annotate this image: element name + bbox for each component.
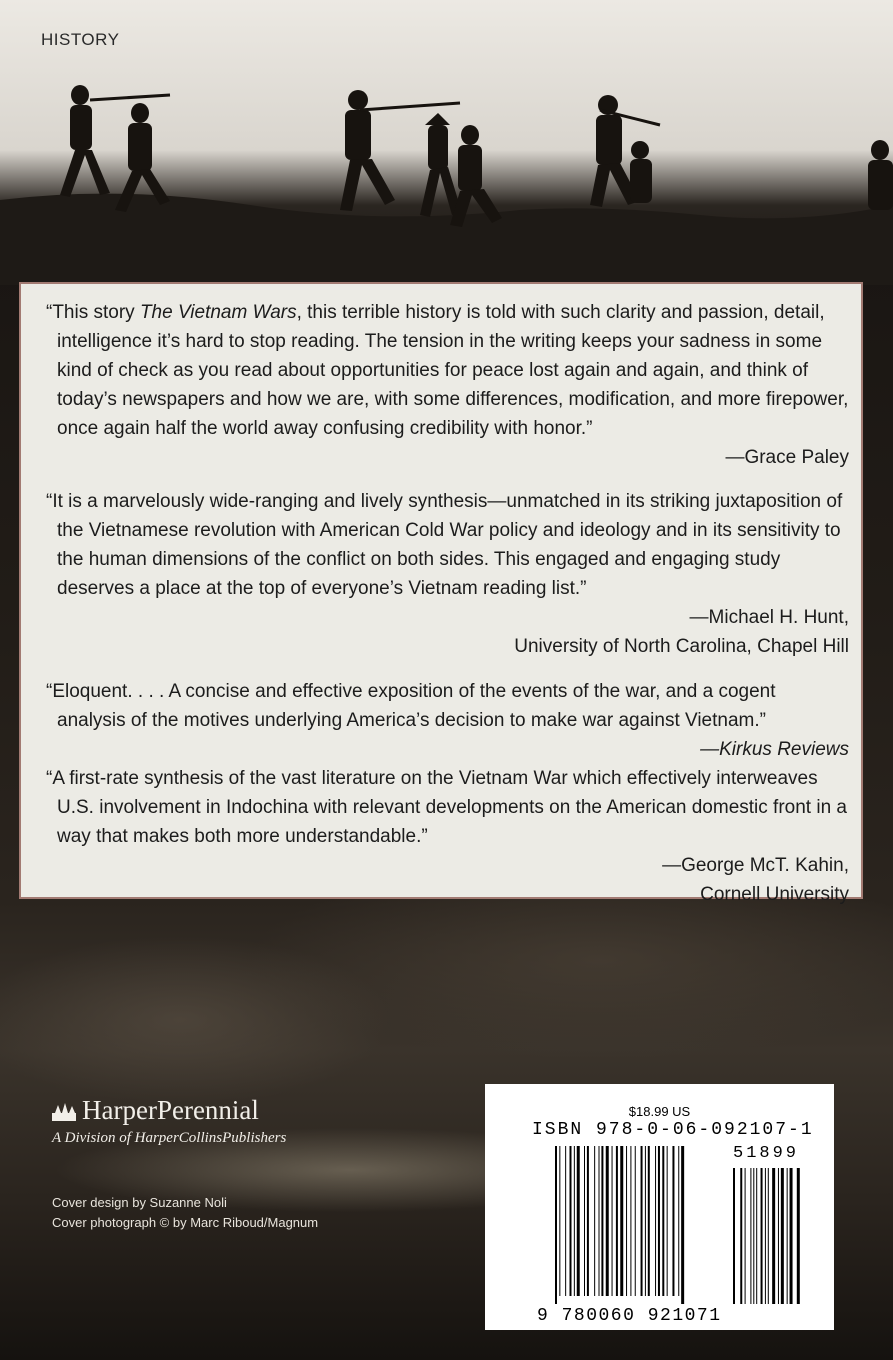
publisher-block: [52, 1095, 286, 1147]
barcode-bars: [485, 1084, 834, 1330]
addon-bar: [733, 1168, 735, 1304]
addon-bar: [790, 1168, 793, 1304]
addon-bar: [765, 1168, 766, 1304]
addon-bar: [778, 1168, 779, 1304]
barcode-bar: [667, 1146, 668, 1296]
addon-bar: [761, 1168, 763, 1304]
barcode-bar: [594, 1146, 595, 1296]
addon-bar: [768, 1168, 769, 1304]
barcode-bar: [681, 1146, 684, 1304]
book-title: The Vietnam Wars: [139, 302, 297, 323]
barcode-bar: [678, 1146, 679, 1296]
barcode-bar: [601, 1146, 603, 1296]
barcode-bar: [641, 1146, 643, 1296]
barcode-panel: [485, 1084, 834, 1330]
soldiers-silhouette-photo: [0, 55, 893, 285]
review-paley-attribution: —Grace Paley: [725, 447, 849, 468]
review-hunt-text: “It is a marvelously wide-ranging and lively synthesis—unmatched in its striking juxtaposition of the Vietnamese revolution with American Cold War policy and ideology and in its sensitivity to the human dimensions of the conflict on both sides. This engaged and engaging study deserves a place at the top of everyone’s Vietnam reading list.”: [46, 491, 843, 599]
review-kahin-attribution: —George McT. Kahin,: [662, 855, 849, 876]
review-kirkus-attribution: —Kirkus Reviews: [700, 739, 849, 760]
barcode-bar: [599, 1146, 600, 1296]
review-kahin-affiliation: Cornell University: [700, 884, 849, 905]
barcode-bar: [574, 1146, 575, 1296]
barcode-bar: [635, 1146, 636, 1296]
publisher-division: A Division of HarperCollinsPublishers: [52, 1130, 287, 1146]
isbn-label: ISBN 978-0-06-092107-1: [532, 1120, 814, 1140]
barcode-bar: [655, 1146, 656, 1296]
addon-bar: [787, 1168, 788, 1304]
addon-bar: [772, 1168, 775, 1304]
barcode-bar: [612, 1146, 613, 1296]
barcode-bar: [584, 1146, 585, 1296]
ean-code: 9 780060 921071: [537, 1306, 722, 1326]
barcode-bar: [559, 1146, 560, 1296]
addon-bar: [750, 1168, 751, 1304]
barcode-bar: [577, 1146, 580, 1296]
barcode-bar: [662, 1146, 664, 1296]
barcode-bar: [658, 1146, 660, 1296]
addon-bar: [781, 1168, 784, 1304]
review-paley-text: “This story The Vietnam Wars, this terrible history is told with such clarity and passion, detail, intelligence it’s hard to stop reading. The tension in the writing keeps your sadness in some kind of check as you read about opportunities for peace lost again and again, and think of today’s newspapers and how we are, with some differences, modification, and more firepower, once again half the world away confusing credibility with honor.”: [46, 302, 849, 439]
barcode-bar: [648, 1146, 650, 1296]
publisher-name: HarperPerennial: [82, 1095, 259, 1125]
barcode-bar: [620, 1146, 623, 1296]
barcode-bar: [587, 1146, 589, 1296]
barcode-bar: [626, 1146, 627, 1296]
harper-fire-icon: [52, 1103, 76, 1121]
review-paley: [35, 298, 849, 472]
barcode-bar: [606, 1146, 609, 1296]
cover-photo-credit: Cover photograph © by Marc Riboud/Magnum: [52, 1215, 319, 1230]
barcode-bar: [565, 1146, 566, 1296]
addon-bar: [797, 1168, 800, 1304]
review-kirkus: [35, 677, 849, 764]
price-label: $18.99 US: [628, 1104, 691, 1119]
barcode-bar: [555, 1146, 557, 1304]
review-hunt-attribution: —Michael H. Hunt,: [689, 607, 849, 628]
barcode-bar: [616, 1146, 618, 1296]
addon-bar: [745, 1168, 746, 1304]
addon-bar: [740, 1168, 742, 1304]
barcode-bar: [672, 1146, 674, 1296]
review-kahin: [35, 764, 849, 909]
review-hunt: [35, 487, 849, 661]
reviews-panel: [19, 282, 863, 905]
cover-credits: [52, 1193, 318, 1233]
addon-code: 51899: [733, 1144, 800, 1163]
barcode-bar: [630, 1146, 631, 1296]
review-kirkus-text: “Eloquent. . . . A concise and effective exposition of the events of the war, and a cogent analysis of the motives underlying America’s decision to make war against Vietnam.”: [46, 681, 776, 731]
barcode-bar: [570, 1146, 572, 1296]
category-label: HISTORY: [41, 30, 120, 49]
review-hunt-affiliation: University of North Carolina, Chapel Hill: [514, 636, 849, 657]
addon-bar: [756, 1168, 757, 1304]
cover-design-credit: Cover design by Suzanne Noli: [52, 1195, 227, 1210]
addon-bar: [753, 1168, 754, 1304]
review-kahin-text: “A first-rate synthesis of the vast literature on the Vietnam War which effectively interweaves U.S. involvement in Indochina with relevant developments on the American domestic front in a way that makes both more understandable.”: [46, 768, 847, 847]
barcode-bar: [645, 1146, 646, 1296]
